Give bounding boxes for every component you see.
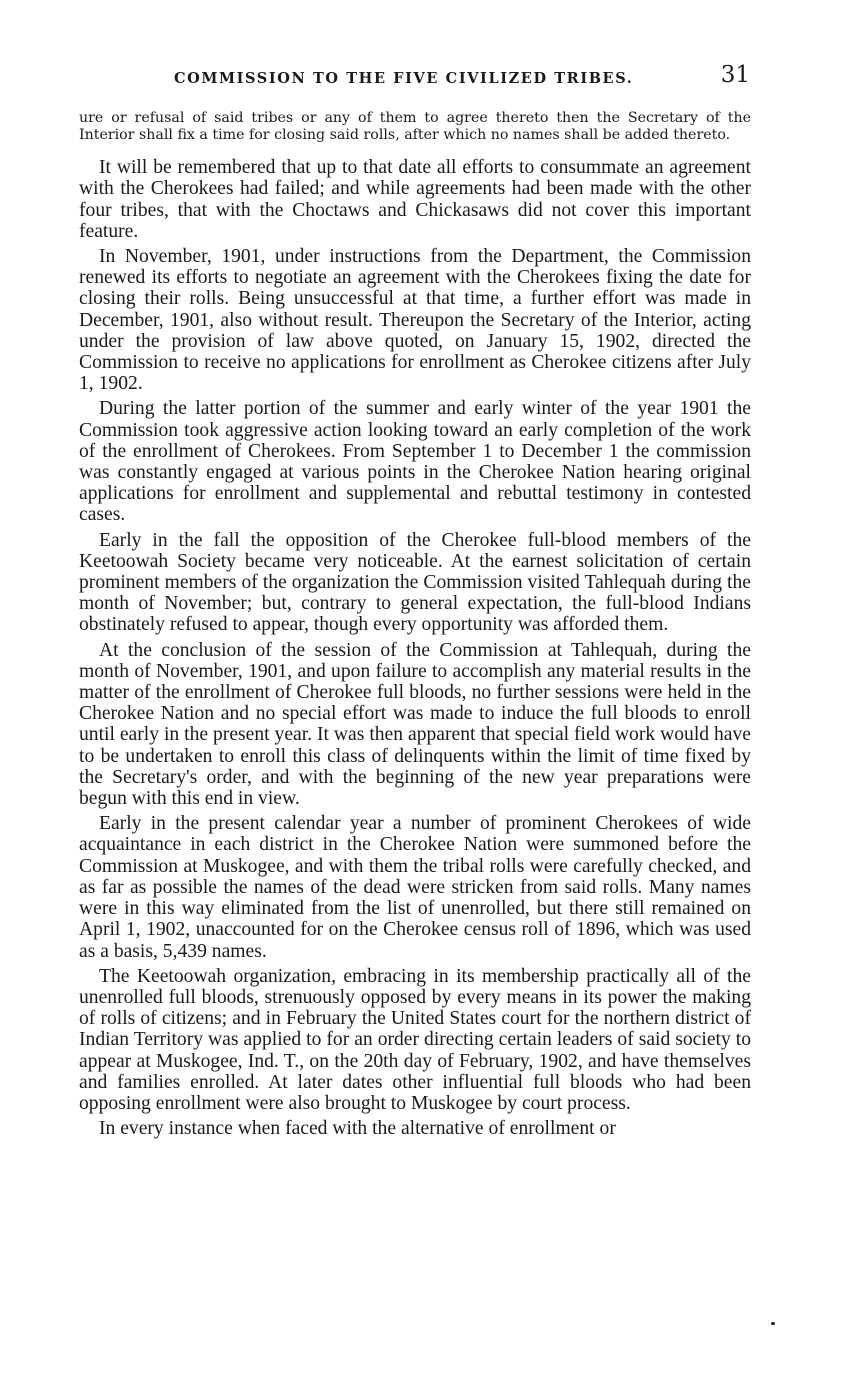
page-header [80, 62, 750, 92]
paragraph: In November, 1901, under instructions from the Department, the Commission renewed its efforts to negotiate an agreement with the Cherokees fixing the date for closing their rolls. Being unsuccessful at that time, a further effort was made in December, 1901, also without result. Thereupon the Secretary of the Interior, acting under the provision of law above quoted, on January 15, 1902, directed the Commission to receive no applications for enrollment as Cherokee citizens after July 1, 1902. [79, 246, 751, 395]
page-number: 31 [720, 62, 750, 88]
paragraph: It will be remembered that up to that date all efforts to consummate an agreement with the Cherokees had failed; and while agreements had been made with the other four tribes, that with the Choctaws and Chickasaws did not cover this important feature. [79, 157, 751, 242]
paragraph: In every instance when faced with the alternative of enrollment or [99, 1118, 616, 1140]
running-head: COMMISSION TO THE FIVE CIVILIZED TRIBES. [174, 70, 634, 87]
paragraph: At the conclusion of the session of the Commission at Tahlequah, during the month of November, 1901, and upon failure to accomplish any material results in the matter of the enrollment of Cherokee full bloods, no further sessions were held in the Cherokee Nation and no special effort was made to induce the full bloods to enroll until early in the present year. It was then apparent that special field work would have to be undertaken to enroll this class of delinquents within the limit of time fixed by the Secretary's order, and with the beginning of the new year preparations were begun with this end in view. [79, 639, 751, 810]
paragraph: The Keetoowah organization, embracing in its membership practically all of the unenrolled full bloods, strenuously opposed by every means in its power the making of rolls of citizens; and in February the United States court for the northern district of Indian Territory was applied to for an order directing certain leaders of said society to appear at Muskogee, Ind. T., on the 20th day of February, 1902, and have themselves and families enrolled. At later dates other influential full bloods who had been opposing enrollment were also brought to Muskogee by court process. [79, 965, 751, 1114]
paragraph: During the latter portion of the summer and early winter of the year 1901 the Commission took aggressive action looking toward an early completion of the work of the enrollment of Cherokees. From September 1 to December 1 the commission was constantly engaged at various points in the Cherokee Nation hearing original applications for enrollment and supplemental and rebuttal testimony in contested cases. [79, 398, 751, 526]
page-body [79, 110, 751, 1143]
ink-speck [771, 1322, 775, 1325]
paragraph: Early in the present calendar year a number of prominent Cherokees of wide acquaintance in each district in the Cherokee Nation were summoned before the Commission at Muskogee, and with them the tribal rolls were carefully checked, and as far as possible the names of the dead were stricken from said rolls. Many names were in this way eliminated from the list of unenrolled, but there still remained on April 1, 1902, unaccounted for on the Cherokee census roll of 1896, which was used as a basis, 5,439 names. [79, 813, 751, 962]
quoted-law-excerpt: ure or refusal of said tribes or any of them to agree thereto then the Secretary of the Interior shall fix a time for closing said rolls, after which no names shall be added thereto. [79, 110, 751, 143]
paragraph: Early in the fall the opposition of the Cherokee full-blood members of the Keetoowah Society became very noticeable. At the earnest solicitation of certain prominent members of the organization the Commission visited Tahlequah during the month of November; but, contrary to general expectation, the full-blood Indians obstinately refused to appear, though every opportunity was afforded them. [79, 529, 751, 636]
